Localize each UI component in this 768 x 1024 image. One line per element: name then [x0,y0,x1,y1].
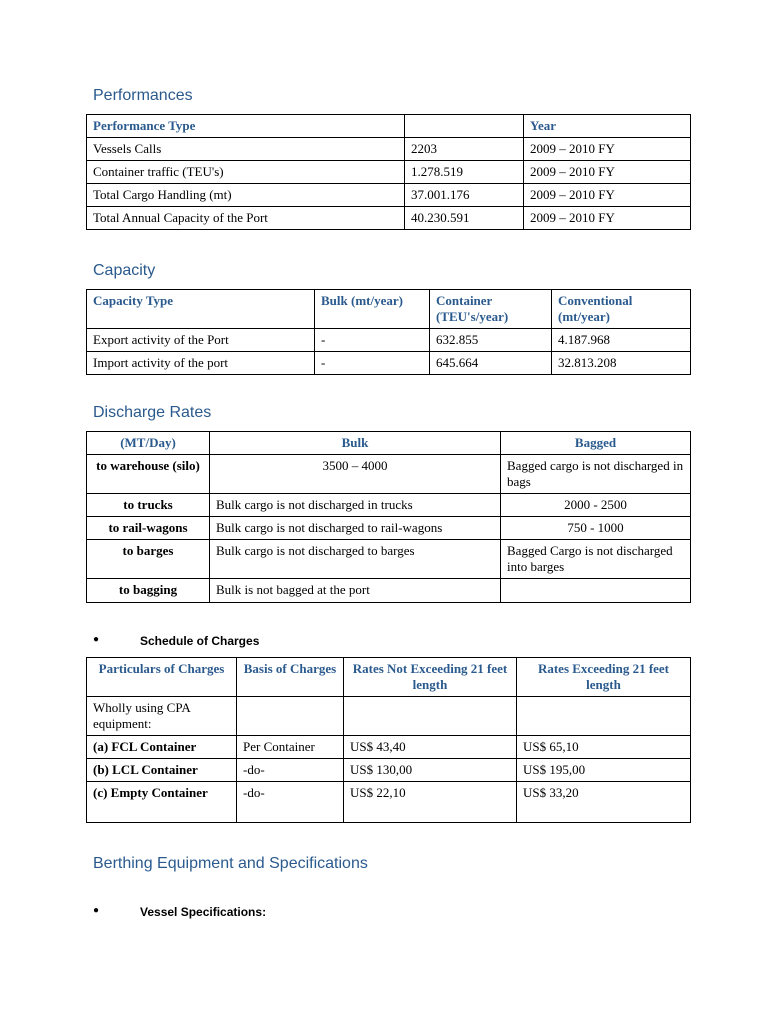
table-cell: 40.230.591 [405,207,524,230]
table-cell: (b) LCL Container [87,759,237,782]
header-cell: Rates Exceeding 21 feet length [517,658,691,697]
table-cell: (c) Empty Container [87,782,237,823]
bullet-icon: ● [93,905,100,916]
table-row [87,329,691,352]
discharge-table [86,431,691,603]
table-row [87,782,691,823]
table-row [87,455,691,494]
table-row [87,736,691,759]
table-cell: 2009 – 2010 FY [524,138,691,161]
table-cell: to bagging [87,579,210,603]
table-cell: US$ 65,10 [517,736,691,759]
capacity-heading: Capacity [93,262,156,279]
table-cell: to warehouse (silo) [87,455,210,494]
table-cell: 3500 – 4000 [210,455,501,494]
table-cell: 1.278.519 [405,161,524,184]
table-cell [237,697,344,736]
table-cell: to trucks [87,494,210,517]
table-cell: Export activity of the Port [87,329,315,352]
table-cell: 32.813.208 [552,352,691,375]
table-cell: Vessels Calls [87,138,405,161]
vessel-spec-title: Vessel Specifications: [140,905,267,919]
table-header-row [87,432,691,455]
table-row [87,352,691,375]
table-cell [517,697,691,736]
table-cell: 750 - 1000 [501,517,691,540]
header-cell: Year [524,115,691,138]
table-cell: 632.855 [430,329,552,352]
table-cell: 2009 – 2010 FY [524,161,691,184]
table-header-row [87,658,691,697]
table-cell: 645.664 [430,352,552,375]
header-cell [405,115,524,138]
table-cell: US$ 22,10 [344,782,517,823]
table-row [87,161,691,184]
table-cell: Total Annual Capacity of the Port [87,207,405,230]
table-cell: Wholly using CPA equipment: [87,697,237,736]
table-cell: Bulk cargo is not discharged to rail-wagons [210,517,501,540]
table-cell: to rail-wagons [87,517,210,540]
table-cell: Container traffic (TEU's) [87,161,405,184]
capacity-table [86,289,691,375]
table-cell: 4.187.968 [552,329,691,352]
table-cell: 2000 - 2500 [501,494,691,517]
table-cell: -do- [237,759,344,782]
bullet-icon: ● [93,634,100,645]
table-header-row [87,290,691,329]
table-cell: to barges [87,540,210,579]
table-cell: US$ 195,00 [517,759,691,782]
discharge-heading: Discharge Rates [93,404,212,421]
header-cell: Bagged [501,432,691,455]
table-row [87,579,691,603]
table-row [87,759,691,782]
header-cell: Container (TEU's/year) [430,290,552,329]
table-cell: (a) FCL Container [87,736,237,759]
berthing-heading: Berthing Equipment and Specifications [93,855,368,872]
header-cell: Performance Type [87,115,405,138]
table-cell: 37.001.176 [405,184,524,207]
table-cell [501,579,691,603]
performances-table [86,114,691,230]
header-cell: (MT/Day) [87,432,210,455]
table-row [87,517,691,540]
header-cell: Bulk [210,432,501,455]
table-row [87,540,691,579]
table-cell: Bulk cargo is not discharged to barges [210,540,501,579]
schedule-title: Schedule of Charges [140,634,260,648]
table-row [87,184,691,207]
table-cell: 2009 – 2010 FY [524,184,691,207]
header-cell: Conventional (mt/year) [552,290,691,329]
table-row [87,138,691,161]
table-cell: 2203 [405,138,524,161]
table-cell [344,697,517,736]
table-cell: Bulk is not bagged at the port [210,579,501,603]
table-cell: 2009 – 2010 FY [524,207,691,230]
table-cell: - [315,329,430,352]
table-cell: Per Container [237,736,344,759]
table-row [87,494,691,517]
performances-heading: Performances [93,87,193,104]
header-cell: Capacity Type [87,290,315,329]
charges-table [86,657,691,823]
header-cell: Bulk (mt/year) [315,290,430,329]
table-row [87,697,691,736]
table-cell: US$ 130,00 [344,759,517,782]
table-header-row [87,115,691,138]
table-row [87,207,691,230]
header-cell: Basis of Charges [237,658,344,697]
table-cell: Bulk cargo is not discharged in trucks [210,494,501,517]
table-cell: US$ 43,40 [344,736,517,759]
table-cell: -do- [237,782,344,823]
table-cell: Import activity of the port [87,352,315,375]
table-cell: Total Cargo Handling (mt) [87,184,405,207]
header-cell: Rates Not Exceeding 21 feet length [344,658,517,697]
table-cell: Bagged Cargo is not discharged into barges [501,540,691,579]
table-cell: Bagged cargo is not discharged in bags [501,455,691,494]
table-cell: - [315,352,430,375]
table-cell: US$ 33,20 [517,782,691,823]
header-cell: Particulars of Charges [87,658,237,697]
